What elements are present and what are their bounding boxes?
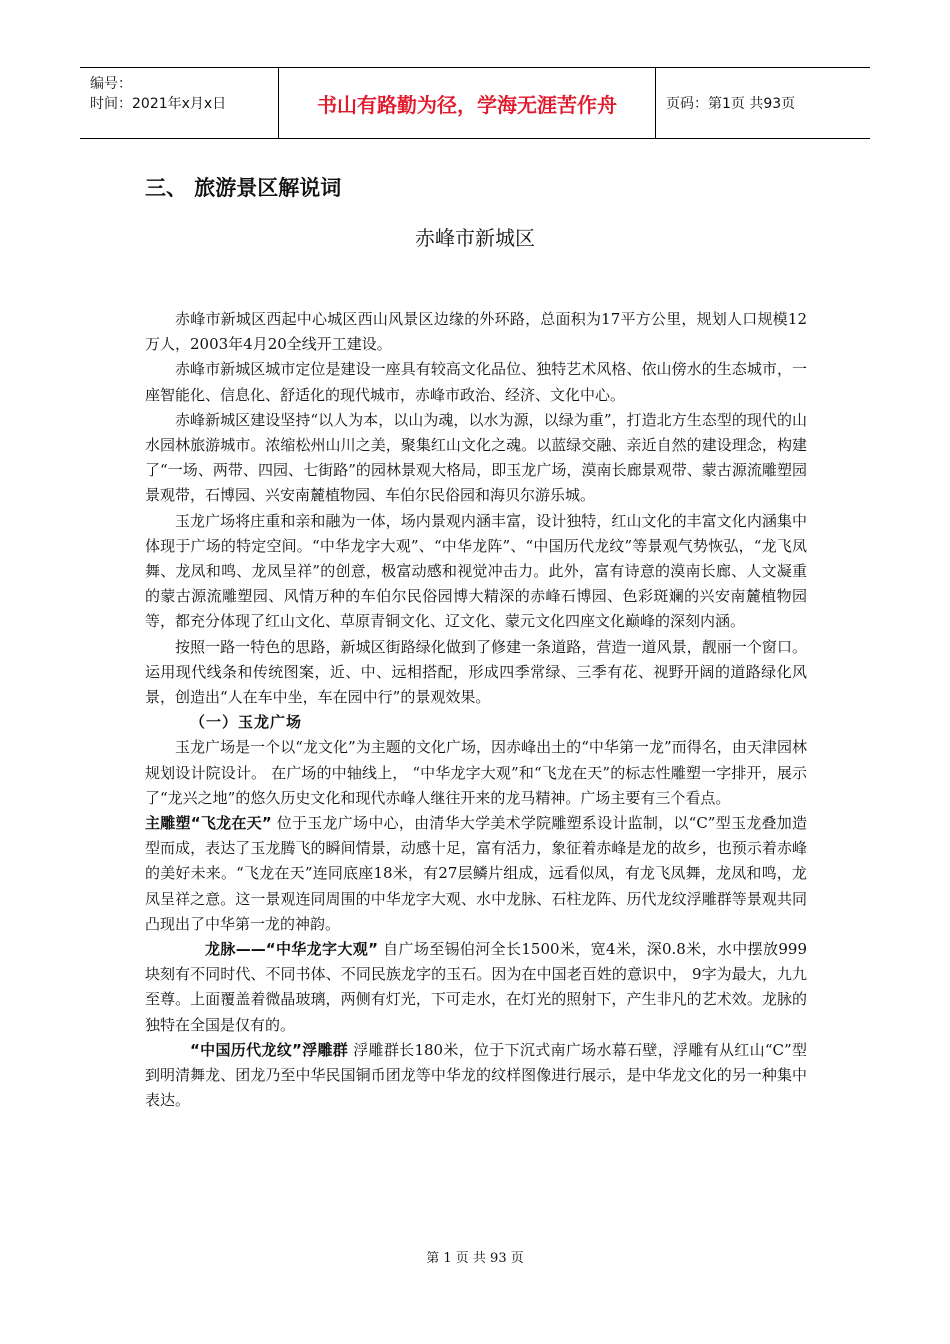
paragraph: 赤峰市新城区城市定位是建设一座具有较高文化品位、独特艺术风格、依山傍水的生态城市，一座智能化、信息化、舒适化的现代城市，赤峰市政治、经济、文化中心。 (145, 360, 807, 404)
paragraph: 玉龙广场将庄重和亲和融为一体，场内景观内涵丰富，设计独特，红山文化的丰富文化内涵集中体现于广场的特定空间。“中华龙字大观”、“中华龙阵”、“中国历代龙纹”等景观气势恢弘，“龙飞凤舞、龙凤和鸣、龙凤呈祥”的创意，极富动感和视觉冲击力。此外，富有诗意的漠南长廊、人文凝重的蒙古源流雕塑园、风情万种的车伯尔民俗园博大精深的赤峰石博园、色彩斑斓的兴安南麓植物园等，都充分体现了红山文化、草原青铜文化、辽文化、蒙元文化四座文化巅峰的深刻内涵。 (145, 511, 807, 631)
paragraph-lead: 主雕塑“飞龙在天” (145, 814, 272, 833)
page-header (80, 67, 870, 139)
paragraph (145, 1038, 807, 1114)
page-footer: 第 1 页 共 93 页 (426, 1251, 524, 1266)
paragraph: 按照一路一特色的思路，新城区街路绿化做到了修建一条道路，营造一道风景，靓丽一个窗口。运用现代线条和传统图案，近、中、远相搭配，形成四季常绿、三季有花、视野开阔的道路绿化风景，创造出“人在车中坐，车在园中行”的景观效果。 (145, 637, 807, 707)
paragraph: 玉龙广场是一个以“龙文化”为主题的文化广场，因赤峰出土的“中华第一龙”而得名，由天津园林规划设计院设计。 在广场的中轴线上， “中华龙字大观”和“飞龙在天”的标志性雕塑一字排开，展示了“龙兴之地”的悠久历史文化和现代赤峰人继往开来的龙马精神。广场主要有三个看点。 (145, 738, 807, 807)
paragraph: 赤峰市新城区西起中心城区西山风景区边缘的外环路，总面积为17平方公里，规划人口规模12万人，2003年4月20全线开工建设。 (145, 310, 807, 354)
paragraph (145, 937, 807, 1038)
paragraph-lead: “中国历代龙纹”浮雕群 (190, 1040, 349, 1059)
paragraph-text: 位于玉龙广场中心，由清华大学美术学院雕塑系设计监制，以“C”型玉龙叠加造型而成，表达了玉龙腾飞的瞬间情景，动感十足，富有活力，象征着赤峰是龙的故乡，也预示着赤峰的美好未来。“飞龙在天”连同底座18米，有27层鳞片组成，远看似凤，有龙飞凤舞，龙凤和鸣，龙凤呈祥之意。这一景观连同周围的中华龙字大观、水中龙脉、石柱龙阵、历代龙纹浮雕群等景观共同凸现出了中华第一龙的神韵。 (145, 814, 808, 933)
header-page-info: 页码：第1页 共93页 (666, 96, 796, 112)
paragraph-text: 浮雕群长180米，位于下沉式南广场水幕石壁，浮雕有从红山“C”型到明清舞龙、团龙乃至中华民国铜币团龙等中华龙的纹样图像进行展示，是中华龙文化的另一种集中表达。 (145, 1040, 808, 1110)
paragraph-text: 自广场至锡伯河全长1500米，宽4米，深0.8米，水中摆放999块刻有不同时代、不同书体、不同民族龙字的玉石。因为在中国老百姓的意识中， 9字为最大，九九至尊。上面覆盖着微晶玻璃，两侧有灯光，下可走水，在灯光的照射下，产生非凡的艺术效。龙脉的独特在全国是仅有的。 (145, 940, 807, 1034)
header-meta (80, 68, 279, 138)
paragraph-lead: 龙脉——“中华龙字大观” (205, 940, 378, 959)
paragraph (145, 811, 807, 937)
number-label: 编号： (90, 76, 132, 92)
document-title: 赤峰市新城区 (415, 226, 535, 250)
paragraph: 赤峰新城区建设坚持“以人为本，以山为魂，以水为源，以绿为重”，打造北方生态型的现代的山水园林旅游城市。浓缩松州山川之美，聚集红山文化之魂。以蓝绿交融、亲近自然的建设理念，构建了“一场、两带、四园、七街路”的园林景观大格局，即玉龙广场，漠南长廊景观带、蒙古源流雕塑园景观带，石博园、兴安南麓植物园、车伯尔民俗园和海贝尔游乐城。 (145, 410, 807, 505)
header-motto: 书山有路勤为径，学海无涯苦作舟 (279, 68, 656, 138)
subsection-heading: （一）玉龙广场 (190, 713, 303, 732)
document-body (145, 307, 807, 1114)
section-title: 三、 旅游景区解说词 (145, 176, 342, 200)
time-label: 时间：2021年x月x日 (90, 96, 227, 112)
